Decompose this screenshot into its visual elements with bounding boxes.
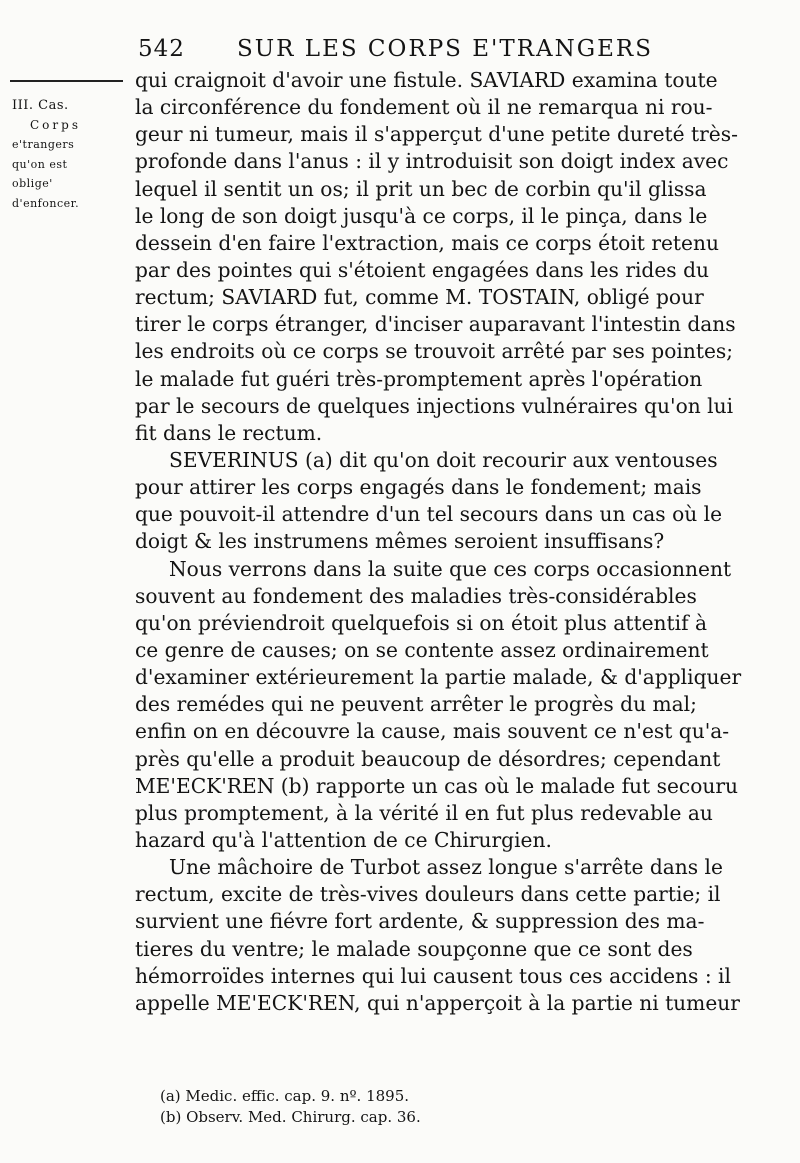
text-line: tirer le corps étranger, d'inciser auparavant l'intestin dans — [135, 312, 736, 337]
text-line: hémorroïdes internes qui lui causent tous ces accidens : il — [135, 963, 731, 988]
text-line: profonde dans l'anus : il y introduisit son doigt index avec — [135, 149, 729, 174]
text-line: pour attirer les corps engagés dans le fondement; mais — [135, 475, 702, 500]
text-line: qu'on préviendroit quelquefois si on étoit plus attentif à — [135, 610, 708, 635]
text-line: geur ni tumeur, mais il s'apperçut d'une petite dureté très- — [135, 122, 738, 147]
text-line: que pouvoit-il attendre d'un tel secours dans un cas où le — [135, 502, 723, 527]
text-line: doigt & les instrumens mêmes seroient insuffisans? — [135, 529, 665, 554]
text-line: la circonférence du fondement où il ne remarqua ni rou- — [135, 95, 713, 120]
text-line: qui craignoit d'avoir une fistule. SAVIARD examina toute — [135, 68, 718, 92]
text-line: dessein d'en faire l'extraction, mais ce corps étoit retenu — [135, 230, 719, 255]
margin-note-line: qu'on est — [12, 157, 68, 171]
text-line: par le secours de quelques injections vulnéraires qu'on lui — [135, 393, 734, 418]
text-line: SEVERINUS (a) dit qu'on doit recourir aux ventouses — [169, 447, 718, 472]
text-line: le malade fut guéri très-promptement après l'opération — [135, 366, 703, 391]
text-line: les endroits où ce corps se trouvoit arrêté par ses pointes; — [135, 339, 734, 364]
text-line: fit dans le rectum. — [135, 420, 323, 445]
text-line: des remédes qui ne peuvent arrêter le progrès du mal; — [135, 692, 697, 717]
text-line: Une mâchoire de Turbot assez longue s'arrête dans le — [169, 855, 723, 880]
footnote: (a) Medic. effic. cap. 9. nº. 1895. — [160, 1087, 410, 1105]
margin-note-line: d'enfoncer. — [12, 196, 80, 210]
text-line: Nous verrons dans la suite que ces corps occasionnent — [169, 556, 732, 581]
text-line: d'examiner extérieurement la partie malade, & d'appliquer — [135, 665, 742, 690]
text-line: près qu'elle a produit beaucoup de désordres; cependant — [135, 746, 721, 771]
text-line: ME'ECK'REN (b) rapporte un cas où le malade fut secouru — [135, 773, 739, 798]
page-number: 542 — [138, 36, 185, 62]
page-header — [138, 36, 653, 66]
text-line: souvent au fondement des maladies très-considérables — [135, 583, 697, 608]
text-line: par des pointes qui s'étoient engagées dans les rides du — [135, 257, 709, 282]
footnotes — [160, 1086, 760, 1128]
margin-note-line: III. Cas. — [12, 98, 69, 113]
text-line: rectum; SAVIARD fut, comme M. TOSTAIN, obligé pour — [135, 285, 704, 310]
margin-note — [12, 96, 132, 213]
text-line: lequel il sentit un os; il prit un bec de corbin qu'il glissa — [135, 176, 707, 201]
margin-note-line: Corps — [30, 117, 81, 132]
text-line: appelle ME'ECK'REN, qui n'apperçoit à la partie ni tumeur — [135, 990, 740, 1015]
running-title: SUR LES CORPS E'TRANGERS — [237, 36, 653, 62]
text-line: plus promptement, à la vérité il en fut plus redevable au — [135, 800, 713, 825]
text-line: survient une fiévre fort ardente, & suppression des ma- — [135, 909, 705, 934]
footnote: (b) Observ. Med. Chirurg. cap. 36. — [160, 1108, 421, 1126]
text-line: le long de son doigt jusqu'à ce corps, il le pinça, dans le — [135, 203, 708, 228]
body-text — [135, 67, 757, 1017]
text-line: ce genre de causes; on se contente assez ordinairement — [135, 637, 709, 662]
text-line: tieres du ventre; le malade soupçonne que ce sont des — [135, 936, 693, 961]
margin-note-line: oblige' — [12, 177, 53, 190]
margin-note-line: e'trangers — [12, 138, 75, 151]
text-line: enfin on en découvre la cause, mais souvent ce n'est qu'a- — [135, 719, 730, 744]
margin-rule — [10, 80, 123, 82]
text-line: hazard qu'à l'attention de ce Chirurgien. — [135, 827, 552, 852]
text-line: rectum, excite de très-vives douleurs dans cette partie; il — [135, 882, 721, 907]
